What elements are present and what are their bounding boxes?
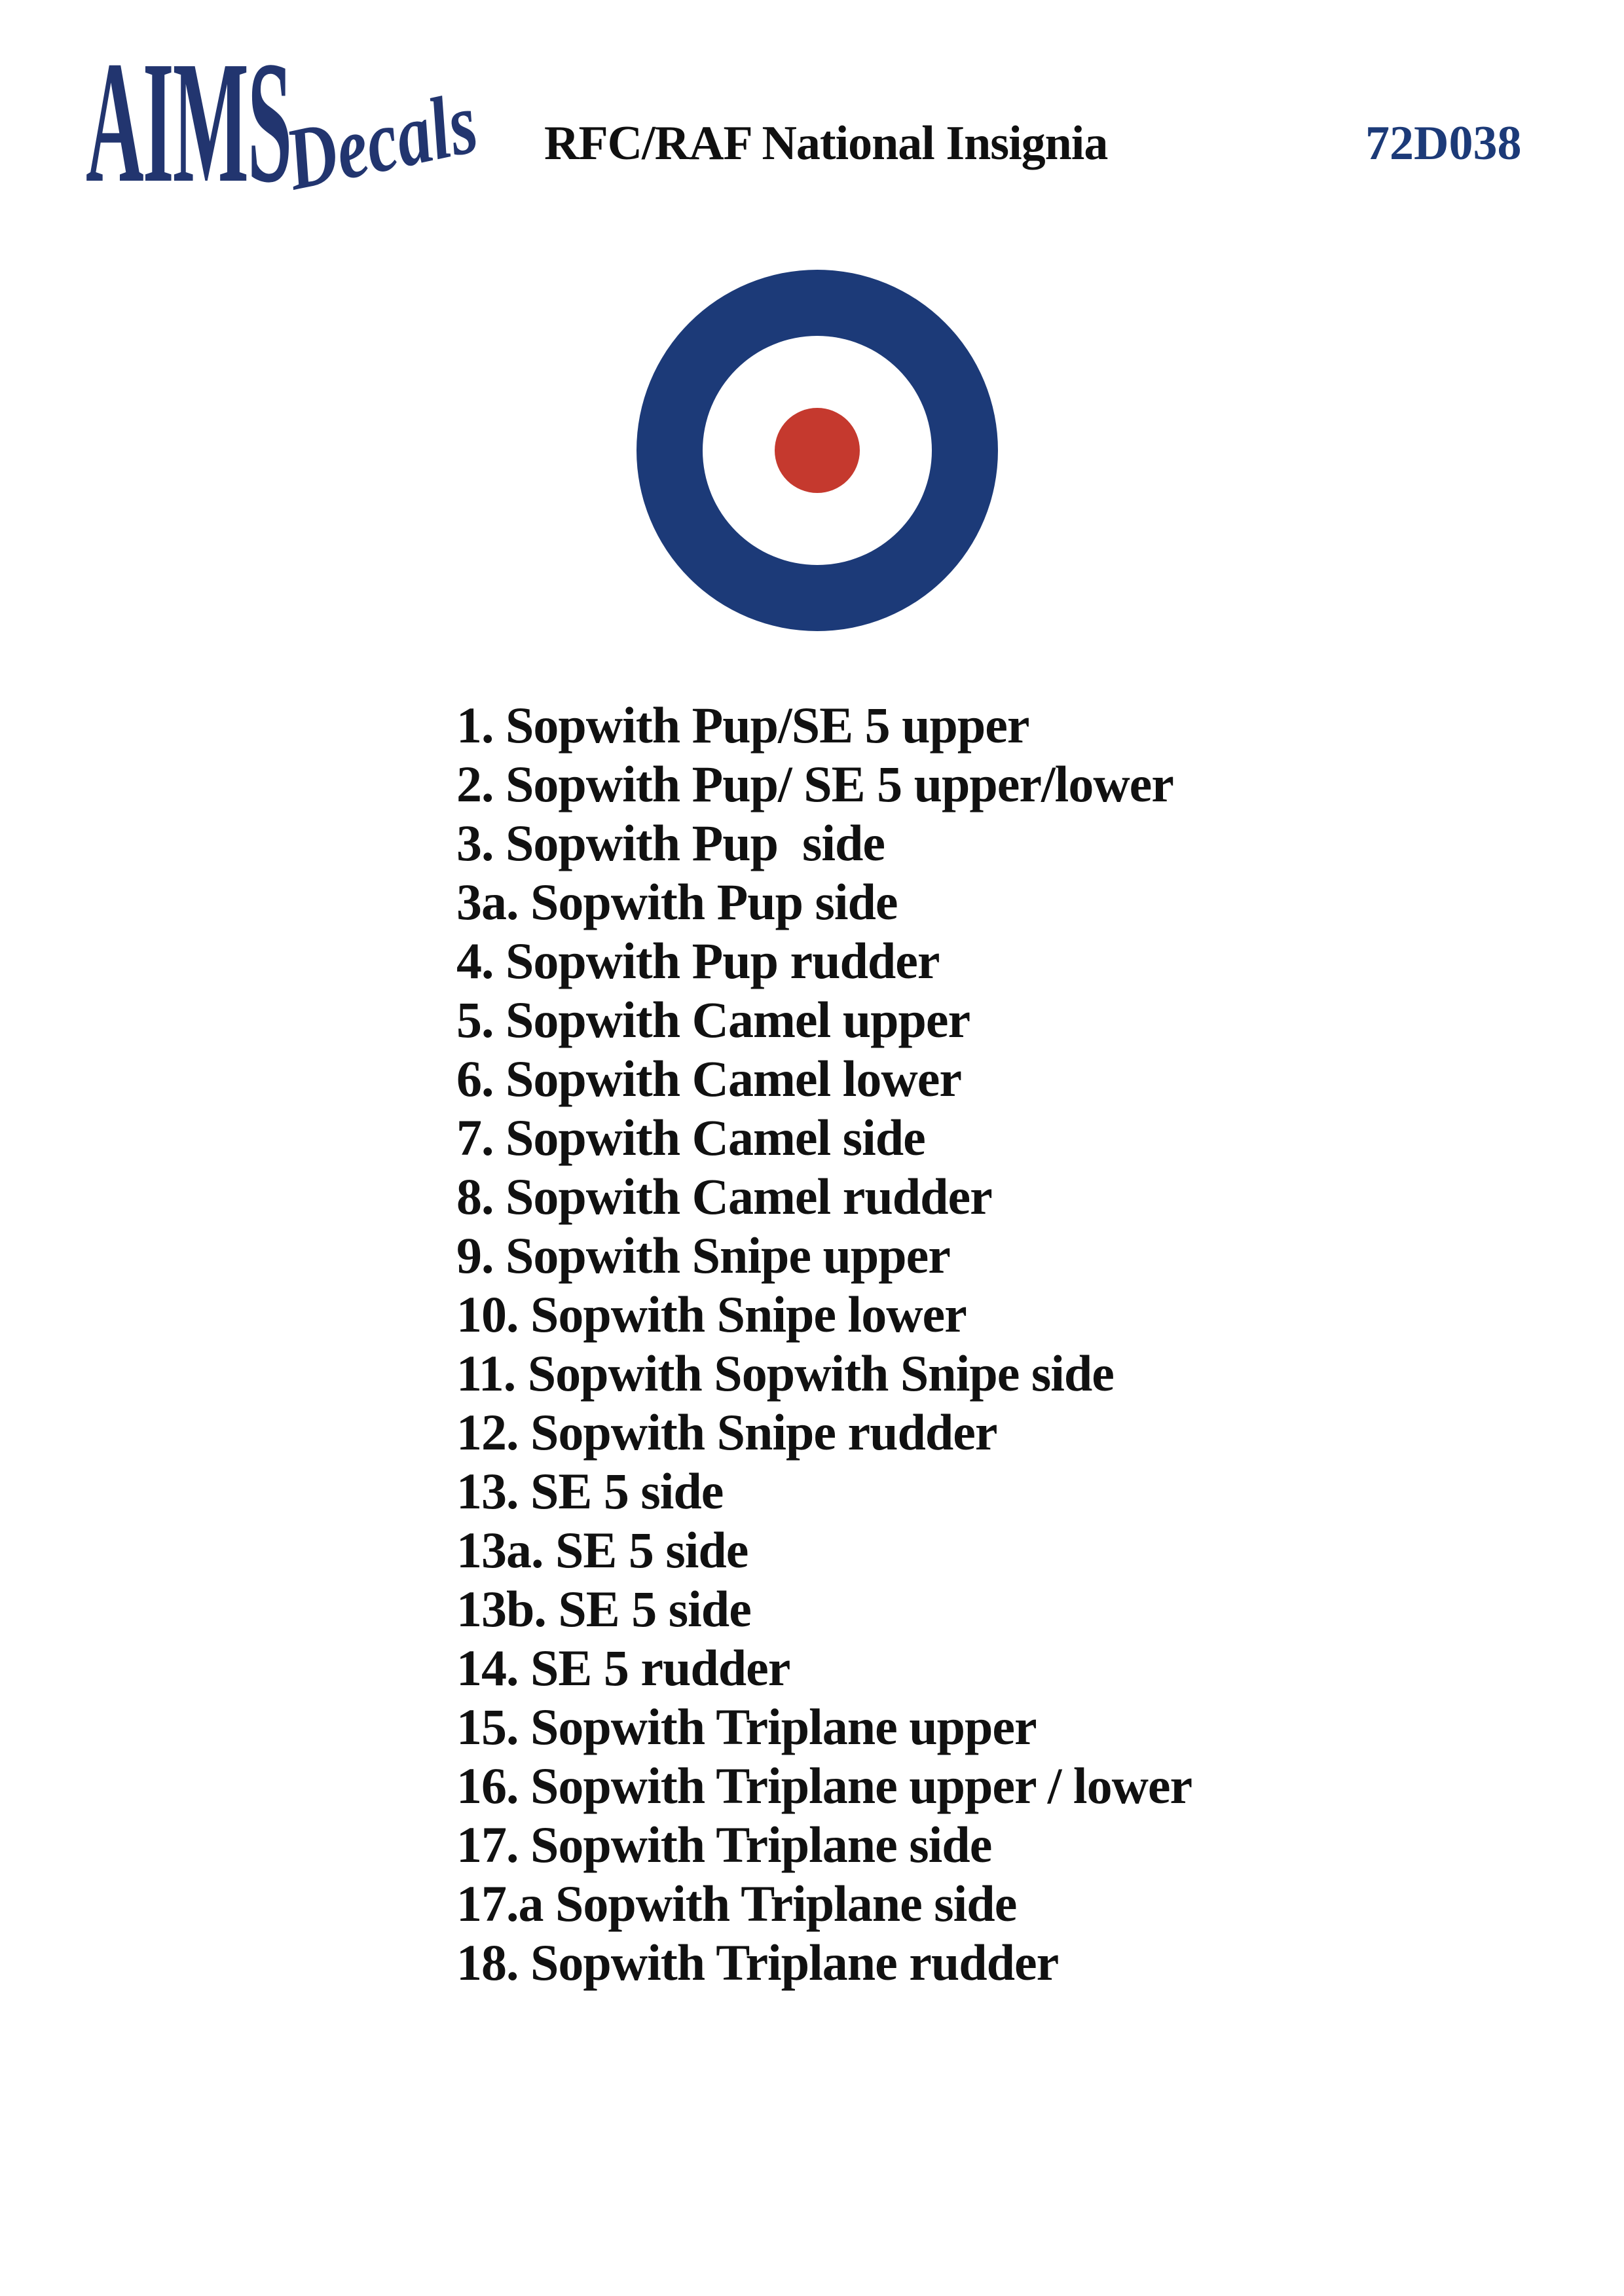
list-item: 2. Sopwith Pup/ SE 5 upper/lower <box>456 756 1173 812</box>
list-item: 16. Sopwith Triplane upper / lower <box>456 1757 1192 1814</box>
raf-roundel-blue-ring <box>637 270 998 631</box>
list-item: 3. Sopwith Pup side <box>456 814 885 871</box>
raf-roundel-red-center <box>775 408 860 493</box>
list-item: 4. Sopwith Pup rudder <box>456 932 940 989</box>
list-item: 13b. SE 5 side <box>456 1580 751 1637</box>
product-code: 72D038 <box>1365 117 1522 170</box>
logo-suffix-text: Decals <box>278 73 486 210</box>
raf-roundel-white-ring <box>703 336 932 565</box>
decal-placement-list <box>456 696 1192 1992</box>
list-item: 13. SE 5 side <box>456 1463 724 1520</box>
list-item: 3a. Sopwith Pup side <box>456 873 898 930</box>
logo-brand-text: AIMS <box>86 25 291 219</box>
list-item: 18. Sopwith Triplane rudder <box>456 1934 1059 1991</box>
list-item: 11. Sopwith Sopwith Snipe side <box>456 1345 1114 1402</box>
list-item: 13a. SE 5 side <box>456 1522 748 1578</box>
list-item: 5. Sopwith Camel upper <box>456 991 970 1048</box>
list-item: 17. Sopwith Triplane side <box>456 1816 992 1873</box>
list-item: 6. Sopwith Camel lower <box>456 1050 961 1107</box>
list-item: 12. Sopwith Snipe rudder <box>456 1404 997 1461</box>
list-item: 15. Sopwith Triplane upper <box>456 1698 1037 1755</box>
list-item: 17.a Sopwith Triplane side <box>456 1875 1017 1932</box>
list-item: 7. Sopwith Camel side <box>456 1109 925 1166</box>
list-item: 14. SE 5 rudder <box>456 1639 790 1696</box>
list-item: 8. Sopwith Camel rudder <box>456 1168 992 1225</box>
list-item: 1. Sopwith Pup/SE 5 upper <box>456 697 1029 754</box>
list-item: 9. Sopwith Snipe upper <box>456 1227 950 1284</box>
list-item: 10. Sopwith Snipe lower <box>456 1286 967 1343</box>
page-title: RFC/RAF National Insignia <box>544 117 1108 170</box>
